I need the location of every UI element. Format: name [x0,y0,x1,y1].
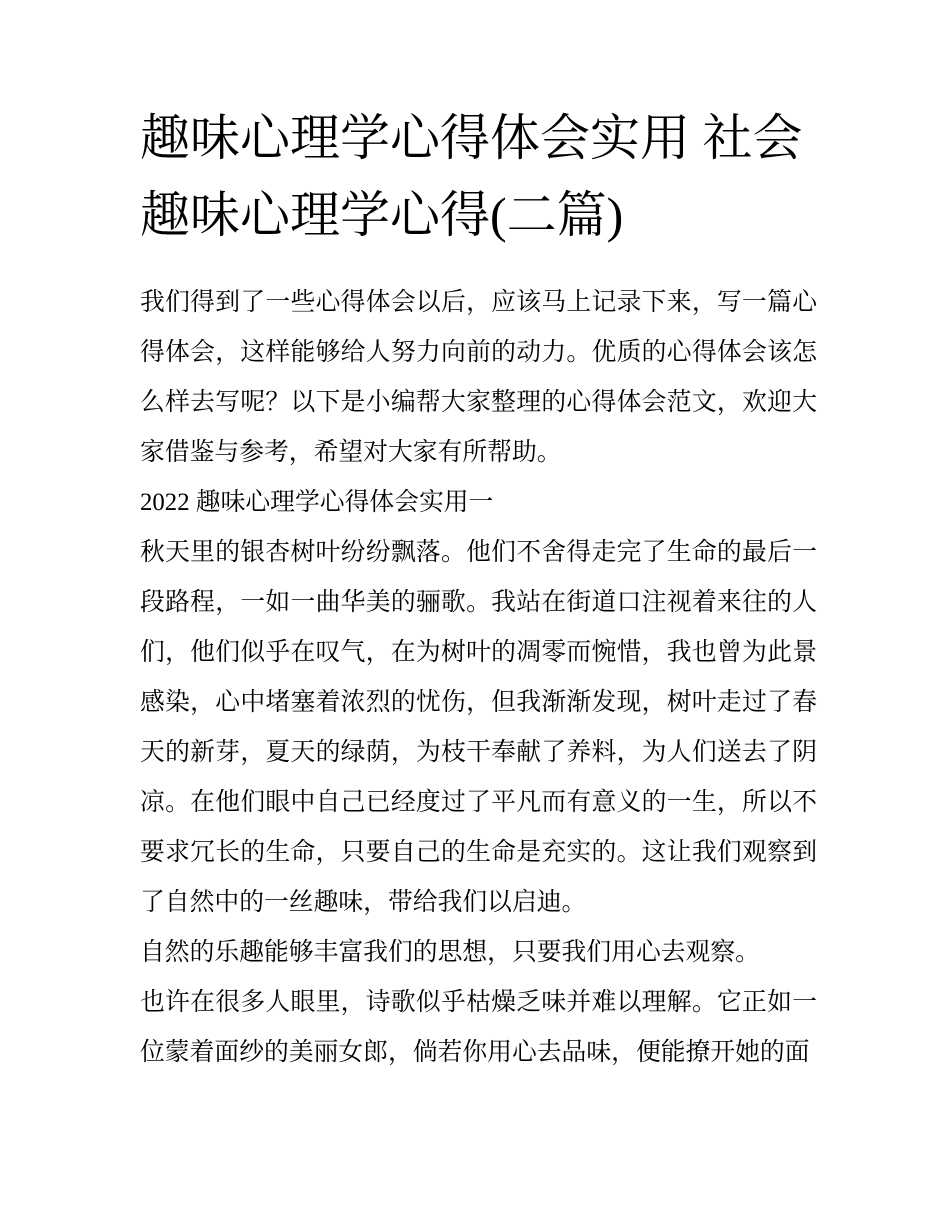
document-title: 趣味心理学心得体会实用 社会趣味心理学心得(二篇) [140,110,803,243]
paragraph-poetry: 也许在很多人眼里，诗歌似乎枯燥乏味并难以理解。它正如一位蒙着面纱的美丽女郎，倘若你用心去品味，便能撩开她的面 [140,989,817,1066]
document-content [140,100,817,1078]
paragraph-intro: 我们得到了一些心得体会以后，应该马上记录下来，写一篇心得体会，这样能够给人努力向前的动力。优质的心得体会该怎么样去写呢？以下是小编帮大家整理的心得体会范文，欢迎大家借鉴与参考，希望对大家有所帮助。 [140,289,817,466]
document-body [140,278,817,1078]
paragraph-essay-autumn: 秋天里的银杏树叶纷纷飘落。他们不舍得走完了生命的最后一段路程，一如一曲华美的骊歌。我站在街道口注视着来往的人们，他们似乎在叹气，在为树叶的凋零而惋惜，我也曾为此景感染，心中堵塞着浓烈的忧伤，但我渐渐发现，树叶走过了春天的新芽，夏天的绿荫，为枝干奉献了养料，为人们送去了阴凉。在他们眼中自己已经度过了平凡而有意义的一生，所以不要求冗长的生命，只要自己的生命是充实的。这让我们观察到了自然中的一丝趣味，带给我们以启迪。 [140,539,817,916]
paragraph-nature-fun: 自然的乐趣能够丰富我们的思想，只要我们用心去观察。 [140,939,760,966]
section-heading-2022: 2022 趣味心理学心得体会实用一 [140,489,494,516]
